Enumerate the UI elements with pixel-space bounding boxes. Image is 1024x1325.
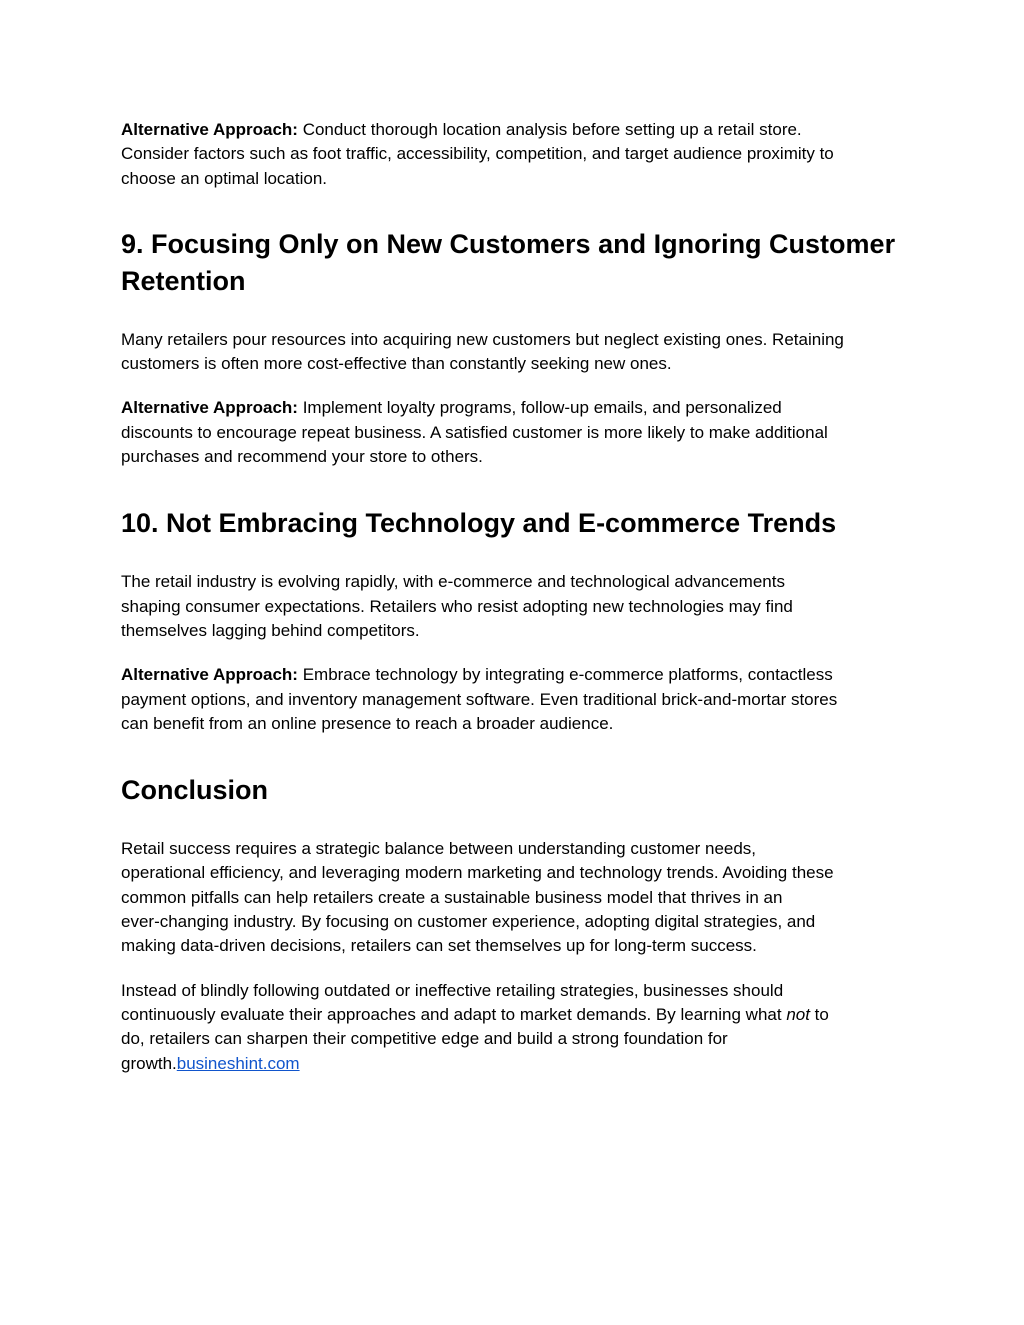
conclusion-paragraph-1: Retail success requires a strategic balance between understanding customer needs, operational efficiency, and leveraging modern marketing and technology trends. Avoiding these common pitfalls can help retailers create a sustainable business model that thrives in an ever-changing industry. By focusing on customer experience, adopting digital strategies, and making data-driven decisions, retailers can set themselves up for long-term success. — [121, 839, 834, 956]
alternative-approach-text: Conduct thorough location analysis before setting up a retail store. Consider factors such as foot traffic, accessibility, competition, and target audience proximity to choose an optimal location. — [121, 120, 834, 188]
alternative-approach-label: Alternative Approach: — [121, 665, 298, 685]
conclusion-paragraph-2 — [121, 979, 911, 1076]
section-9-body: Many retailers pour resources into acquiring new customers but neglect existing ones. Retaining customers is often more cost-effective than constantly seeking new ones. — [121, 329, 844, 374]
alternative-approach-label: Alternative Approach: — [121, 120, 298, 139]
conclusion-heading: Conclusion — [121, 775, 268, 806]
alternative-approach-text: Embrace technology by integrating e-commerce platforms, contactless payment options, and inventory management software. Even traditional brick-and-mortar stores can benefit from an online presence to reach a broader audience. — [121, 665, 838, 733]
alternative-approach-text: Implement loyalty programs, follow-up emails, and personalized discounts to encourage repeat business. A satisfied customer is more likely to make additional purchases and recommend your store to others. — [121, 398, 828, 467]
alternative-approach-paragraph-9 — [121, 396, 911, 469]
conclusion-text-after: to do, retailers can sharpen their competitive edge and build a strong foundation for growth. — [121, 1004, 829, 1073]
alternative-approach-paragraph-8 — [121, 118, 911, 191]
emphasis-not: not — [786, 1004, 810, 1024]
section-9-heading: 9. Focusing Only on New Customers and Ignoring Customer Retention — [121, 228, 896, 296]
alternative-approach-paragraph-10 — [121, 663, 911, 736]
document-page — [121, 118, 911, 1076]
alternative-approach-label: Alternative Approach: — [121, 398, 298, 418]
section-10-body: The retail industry is evolving rapidly, with e-commerce and technological advancements shaping consumer expectations. Retailers who resist adopting new technologies may find themselves lagging behind competitors. — [121, 572, 793, 640]
conclusion-text-before: Instead of blindly following outdated or ineffective retailing strategies, businesses should continuously evaluate their approaches and adapt to market demands. By learning what — [121, 980, 784, 1024]
section-10-heading: 10. Not Embracing Technology and E-commerce Trends — [121, 508, 837, 539]
source-link[interactable]: busineshint.com — [176, 1053, 300, 1073]
